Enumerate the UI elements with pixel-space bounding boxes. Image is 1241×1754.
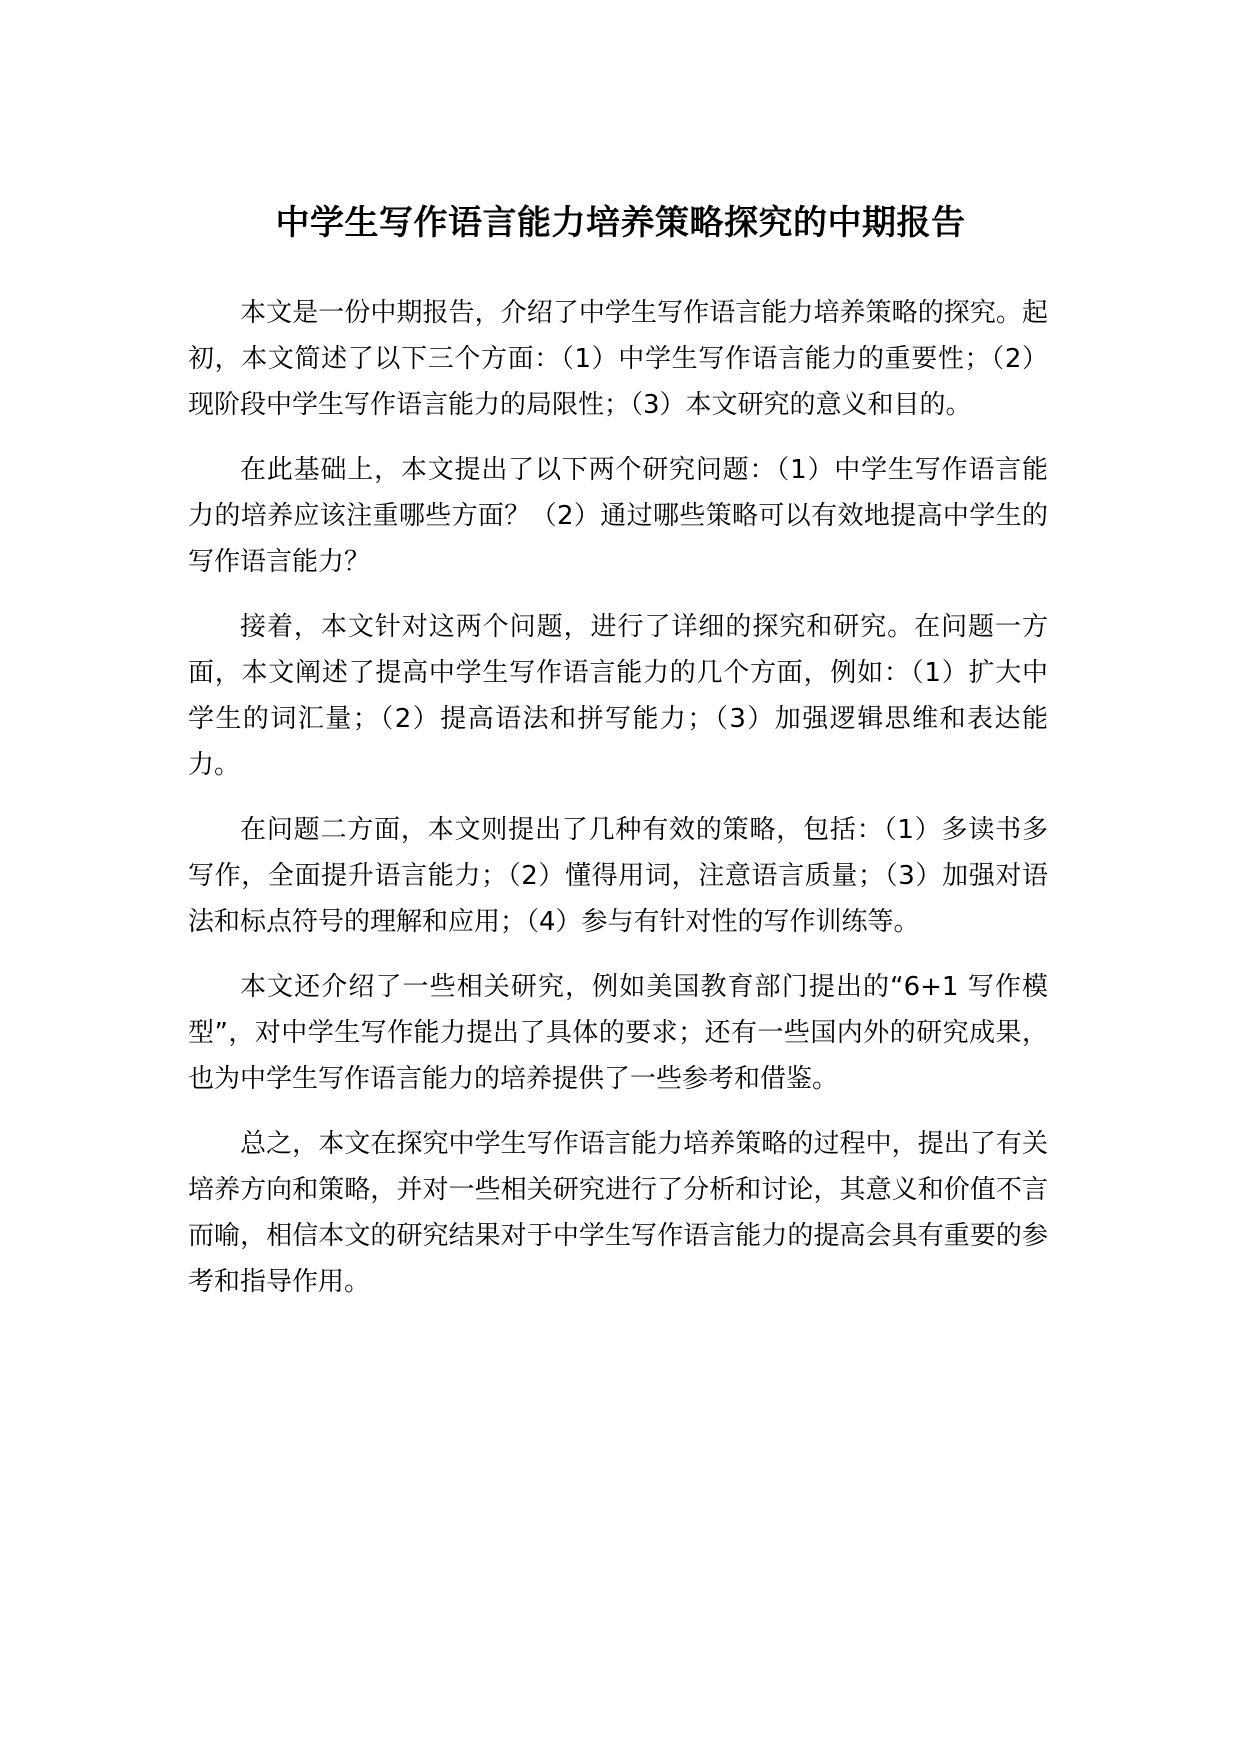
paragraph-2: 在此基础上，本文提出了以下两个研究问题：（1）中学生写作语言能力的培养应该注重哪些方面？（2）通过哪些策略可以有效地提高中学生的写作语言能力？: [188, 455, 1048, 577]
paragraph-1: 本文是一份中期报告，介绍了中学生写作语言能力培养策略的探究。起初，本文简述了以下三个方面：（1）中学生写作语言能力的重要性；（2）现阶段中学生写作语言能力的局限性；（3）本文研究的意义和目的。: [188, 298, 1048, 420]
paragraph-5: 本文还介绍了一些相关研究，例如美国教育部门提出的“6+1 写作模型”，对中学生写作能力提出了具体的要求；还有一些国内外的研究成果，也为中学生写作语言能力的培养提供了一些参考和借鉴。: [188, 972, 1048, 1094]
paragraph-6: 总之，本文在探究中学生写作语言能力培养策略的过程中，提出了有关培养方向和策略，并对一些相关研究进行了分析和讨论，其意义和价值不言而喻，相信本文的研究结果对于中学生写作语言能力的提高会具有重要的参考和指导作用。: [188, 1129, 1048, 1297]
document-body: [188, 290, 1048, 1324]
paragraph-3: 接着，本文针对这两个问题，进行了详细的探究和研究。在问题一方面，本文阐述了提高中学生写作语言能力的几个方面，例如：（1）扩大中学生的词汇量；（2）提高语法和拼写能力；（3）加强逻辑思维和表达能力。: [188, 612, 1048, 780]
document-title: 中学生写作语言能力培养策略探究的中期报告: [275, 202, 966, 243]
paragraph-4: 在问题二方面，本文则提出了几种有效的策略，包括：（1）多读书多写作，全面提升语言能力；（2）懂得用词，注意语言质量；（3）加强对语法和标点符号的理解和应用；（4）参与有针对性的写作训练等。: [188, 815, 1048, 937]
